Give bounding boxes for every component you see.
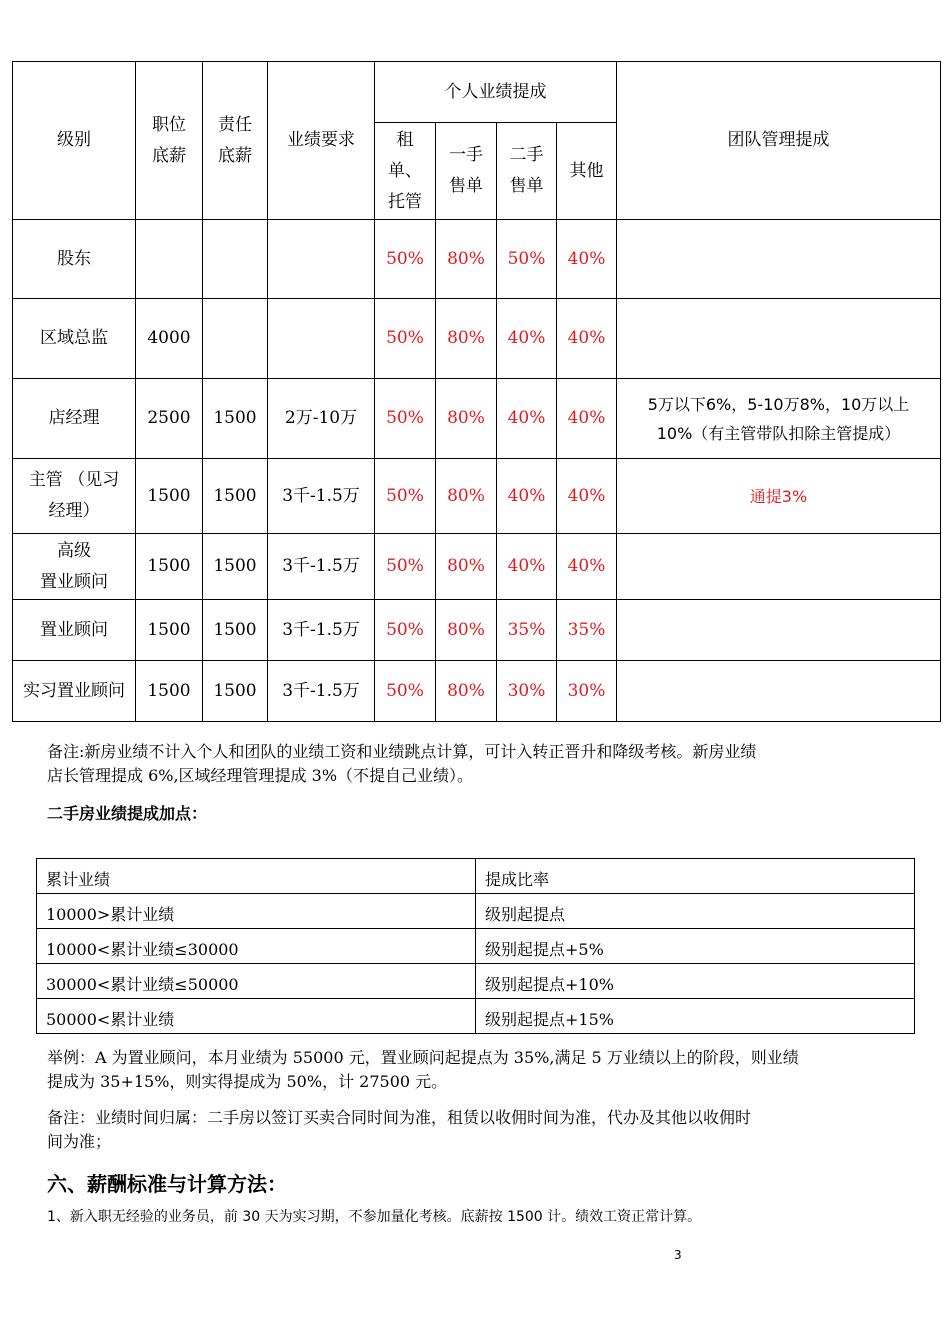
rent-rate-cell: 50% (375, 534, 436, 600)
first-hand-rate-cell: 80% (436, 534, 497, 600)
header-rent: 租 单、 托管 (375, 123, 436, 220)
requirement-cell: 3千-1.5万 (268, 661, 375, 722)
bonus-cumulative-cell: 30000<累计业绩≤50000 (37, 964, 476, 999)
first-hand-rate-cell: 80% (436, 661, 497, 722)
requirement-cell (268, 299, 375, 379)
bonus-rate-cell: 级别起提点+5% (476, 929, 915, 964)
rent-rate-cell: 50% (375, 600, 436, 661)
table-row (13, 534, 941, 600)
other-rate-cell: 30% (557, 661, 617, 722)
requirement-cell: 2万-10万 (268, 379, 375, 459)
resp-salary-cell: 1500 (203, 661, 268, 722)
team-commission-cell (617, 220, 941, 299)
rent-rate-cell: 50% (375, 661, 436, 722)
first-hand-rate-cell: 80% (436, 299, 497, 379)
bonus-heading: 二手房业绩提成加点： (47, 804, 208, 823)
requirement-cell: 3千-1.5万 (268, 600, 375, 661)
bonus-cumulative-cell: 50000<累计业绩 (37, 999, 476, 1034)
team-commission-cell: 5万以下6%，5-10万8%，10万以上 10%（有主管带队扣除主管提成） (617, 379, 941, 459)
rent-rate-cell: 50% (375, 459, 436, 534)
level-cell: 股东 (13, 220, 136, 299)
base-salary-cell: 1500 (136, 600, 203, 661)
level-cell: 实习置业顾问 (13, 661, 136, 722)
base-salary-cell (136, 220, 203, 299)
bonus-row (37, 894, 915, 929)
second-hand-rate-cell: 40% (497, 299, 557, 379)
table-row (13, 600, 941, 661)
rent-rate-cell: 50% (375, 220, 436, 299)
other-rate-cell: 40% (557, 220, 617, 299)
table-row (13, 299, 941, 379)
table-row (13, 379, 941, 459)
header-requirement: 业绩要求 (268, 62, 375, 220)
bonus-header-rate: 提成比率 (476, 859, 915, 894)
team-commission-cell (617, 534, 941, 600)
resp-salary-cell (203, 299, 268, 379)
first-hand-rate-cell: 80% (436, 600, 497, 661)
bonus-rate-cell: 级别起提点+10% (476, 964, 915, 999)
header-team-commission: 团队管理提成 (617, 62, 941, 220)
requirement-cell: 3千-1.5万 (268, 459, 375, 534)
team-commission-cell (617, 600, 941, 661)
bonus-cumulative-cell: 10000<累计业绩≤30000 (37, 929, 476, 964)
resp-salary-cell (203, 220, 268, 299)
header-resp-salary: 责任 底薪 (203, 62, 268, 220)
other-rate-cell: 40% (557, 379, 617, 459)
base-salary-cell: 1500 (136, 459, 203, 534)
table-row (13, 459, 941, 534)
base-salary-cell: 2500 (136, 379, 203, 459)
first-hand-rate-cell: 80% (436, 220, 497, 299)
second-hand-rate-cell: 30% (497, 661, 557, 722)
bonus-rate-cell: 级别起提点+15% (476, 999, 915, 1034)
other-rate-cell: 35% (557, 600, 617, 661)
level-cell: 店经理 (13, 379, 136, 459)
other-rate-cell: 40% (557, 459, 617, 534)
bonus-rate-cell: 级别起提点 (476, 894, 915, 929)
table-row (13, 661, 941, 722)
level-cell: 主管 （见习 经理） (13, 459, 136, 534)
header-first-hand: 一手 售单 (436, 123, 497, 220)
level-cell: 区域总监 (13, 299, 136, 379)
bonus-header-row (37, 859, 915, 894)
section-title: 六、薪酬标准与计算方法： (47, 1172, 287, 1196)
example-paragraph: 举例：A 为置业顾问，本月业绩为 55000 元，置业顾问起提点为 35%,满足 5 万业绩以上的阶段，则业绩 提成为 35+15%，则实得提成为 50%，计 27500 元。 (47, 1048, 799, 1091)
bonus-cumulative-cell: 10000>累计业绩 (37, 894, 476, 929)
page-number: 3 (674, 1248, 682, 1262)
second-hand-rate-cell: 40% (497, 379, 557, 459)
resp-salary-cell: 1500 (203, 379, 268, 459)
rent-rate-cell: 50% (375, 299, 436, 379)
bonus-row (37, 929, 915, 964)
second-hand-rate-cell: 40% (497, 459, 557, 534)
team-commission-cell (617, 299, 941, 379)
commission-table (12, 61, 941, 722)
base-salary-cell: 1500 (136, 661, 203, 722)
note-new-house: 备注:新房业绩不计入个人和团队的业绩工资和业绩跳点计算，可计入转正晋升和降级考核。新房业绩 店长管理提成 6%,区域经理管理提成 3%（不提自己业绩）。 (47, 742, 757, 785)
team-commission-cell: 通提3% (617, 459, 941, 534)
level-cell: 置业顾问 (13, 600, 136, 661)
other-rate-cell: 40% (557, 534, 617, 600)
second-hand-rate-cell: 35% (497, 600, 557, 661)
table-row (13, 220, 941, 299)
base-salary-cell: 1500 (136, 534, 203, 600)
first-hand-rate-cell: 80% (436, 379, 497, 459)
header-base-salary: 职位 底薪 (136, 62, 203, 220)
resp-salary-cell: 1500 (203, 459, 268, 534)
base-salary-cell: 4000 (136, 299, 203, 379)
item-1: 1、新入职无经验的业务员，前 30 天为实习期，不参加量化考核。底薪按 1500 计。绩效工资正常计算。 (47, 1209, 702, 1225)
note-time-attribution: 备注：业绩时间归属：二手房以签订买卖合同时间为准，租赁以收佣时间为准，代办及其他以收佣时 间为准； (47, 1108, 752, 1151)
bonus-rows (37, 894, 915, 1034)
requirement-cell (268, 220, 375, 299)
resp-salary-cell: 1500 (203, 600, 268, 661)
bonus-row (37, 999, 915, 1034)
first-hand-rate-cell: 80% (436, 459, 497, 534)
header-personal-commission: 个人业绩提成 (375, 62, 617, 123)
rent-rate-cell: 50% (375, 379, 436, 459)
bonus-header-cumulative: 累计业绩 (37, 859, 476, 894)
bonus-row (37, 964, 915, 999)
team-commission-cell (617, 661, 941, 722)
commission-rows (13, 220, 941, 722)
bonus-table (36, 858, 915, 1034)
other-rate-cell: 40% (557, 299, 617, 379)
resp-salary-cell: 1500 (203, 534, 268, 600)
header-second-hand: 二手 售单 (497, 123, 557, 220)
requirement-cell: 3千-1.5万 (268, 534, 375, 600)
level-cell: 高级 置业顾问 (13, 534, 136, 600)
header-level: 级别 (13, 62, 136, 220)
header-other: 其他 (557, 123, 617, 220)
second-hand-rate-cell: 50% (497, 220, 557, 299)
second-hand-rate-cell: 40% (497, 534, 557, 600)
